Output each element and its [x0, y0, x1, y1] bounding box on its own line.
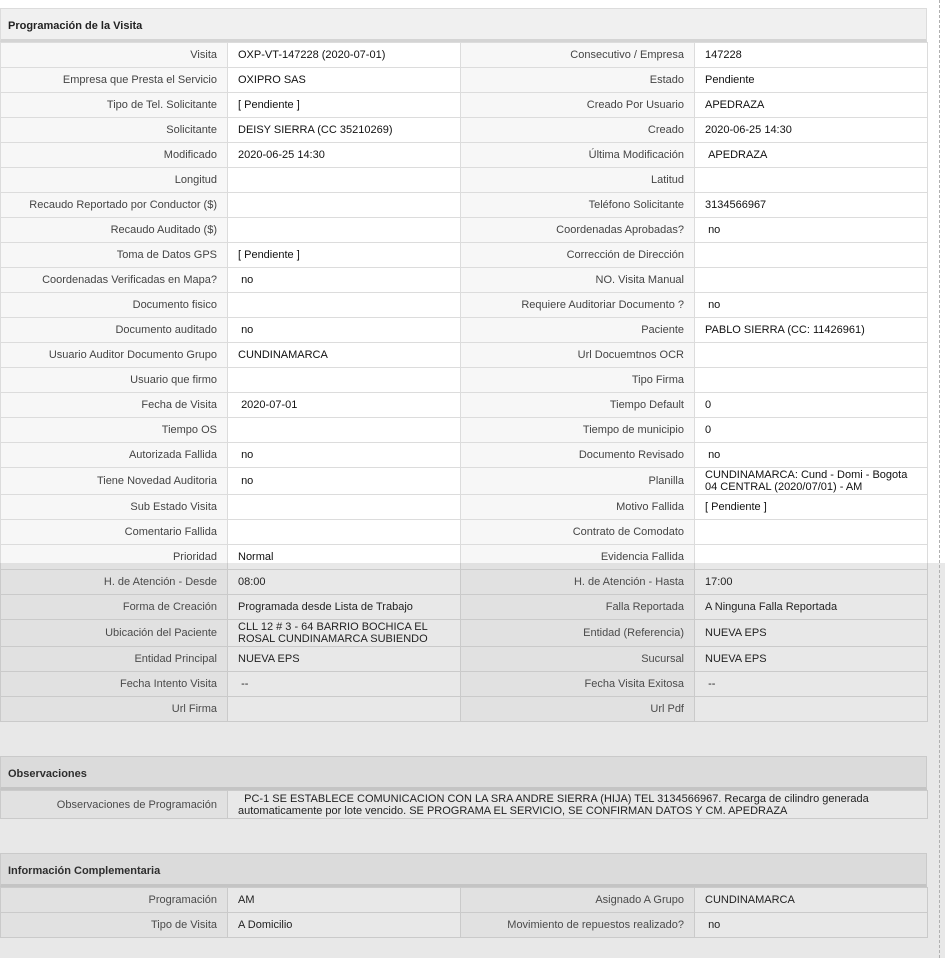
field-value — [695, 268, 928, 293]
field-label: Empresa que Presta el Servicio — [1, 68, 228, 93]
field-value — [695, 368, 928, 393]
field-label: Url Firma — [1, 697, 228, 722]
table-row — [1, 672, 928, 697]
field-label: Latitud — [461, 168, 695, 193]
field-value: 2020-06-25 14:30 — [228, 143, 461, 168]
field-value: CUNDINAMARCA: Cund - Domi - Bogota 04 CENTRAL (2020/07/01) - AM — [695, 468, 928, 495]
field-value: APEDRAZA — [695, 93, 928, 118]
field-value — [695, 168, 928, 193]
field-value: -- — [228, 672, 461, 697]
field-value: 2020-06-25 14:30 — [695, 118, 928, 143]
field-label: Coordenadas Verificadas en Mapa? — [1, 268, 228, 293]
field-value: Programada desde Lista de Trabajo — [228, 595, 461, 620]
field-label: Creado — [461, 118, 695, 143]
field-value: 0 — [695, 393, 928, 418]
field-label: Url Pdf — [461, 697, 695, 722]
field-value — [228, 520, 461, 545]
field-value — [228, 193, 461, 218]
field-label: Tipo Firma — [461, 368, 695, 393]
observaciones-value: PC-1 SE ESTABLECE COMUNICACION CON LA SRA ANDRE SIERRA (HIJA) TEL 3134566967. Recarga de cilindro generada automaticamente por lote vencido. SE PROGRAMA EL SERVICIO, SE CONFIRMAN DATOS Y CM. APEDRAZA — [228, 791, 928, 819]
field-label: Modificado — [1, 143, 228, 168]
field-value: CUNDINAMARCA — [695, 888, 928, 913]
table-row — [1, 243, 928, 268]
table-row — [1, 418, 928, 443]
programacion-table — [0, 42, 928, 722]
field-value: 2020-07-01 — [228, 393, 461, 418]
field-label: Tiempo de municipio — [461, 418, 695, 443]
observaciones-table — [0, 790, 928, 819]
field-label: Fecha de Visita — [1, 393, 228, 418]
field-value: 3134566967 — [695, 193, 928, 218]
field-value: AM — [228, 888, 461, 913]
field-value: 147228 — [695, 43, 928, 68]
field-label: Documento Revisado — [461, 443, 695, 468]
observaciones-section-header: Observaciones — [0, 756, 927, 790]
field-label: Comentario Fallida — [1, 520, 228, 545]
field-value: [ Pendiente ] — [228, 243, 461, 268]
table-row — [1, 495, 928, 520]
field-value — [695, 343, 928, 368]
field-value: no — [695, 218, 928, 243]
field-label: Recaudo Reportado por Conductor ($) — [1, 193, 228, 218]
field-value: NUEVA EPS — [695, 647, 928, 672]
field-label: Coordenadas Aprobadas? — [461, 218, 695, 243]
field-label: Tiempo OS — [1, 418, 228, 443]
field-label: Tiene Novedad Auditoria — [1, 468, 228, 495]
table-row — [1, 318, 928, 343]
field-label: Forma de Creación — [1, 595, 228, 620]
field-label: Creado Por Usuario — [461, 93, 695, 118]
field-label: Autorizada Fallida — [1, 443, 228, 468]
field-label: Recaudo Auditado ($) — [1, 218, 228, 243]
field-value: CLL 12 # 3 - 64 BARRIO BOCHICA EL ROSAL CUNDINAMARCA SUBIENDO — [228, 620, 461, 647]
table-row — [1, 118, 928, 143]
dashed-divider — [939, 0, 940, 958]
field-value: Normal — [228, 545, 461, 570]
field-value — [695, 697, 928, 722]
field-label: Tiempo Default — [461, 393, 695, 418]
field-value: no — [695, 913, 928, 938]
field-value — [228, 368, 461, 393]
field-label: Teléfono Solicitante — [461, 193, 695, 218]
field-value — [228, 218, 461, 243]
field-label: Última Modificación — [461, 143, 695, 168]
field-label: Tipo de Visita — [1, 913, 228, 938]
field-value: 17:00 — [695, 570, 928, 595]
field-value — [695, 545, 928, 570]
field-label: Toma de Datos GPS — [1, 243, 228, 268]
field-value: 0 — [695, 418, 928, 443]
field-label: Movimiento de repuestos realizado? — [461, 913, 695, 938]
field-value: CUNDINAMARCA — [228, 343, 461, 368]
field-label: Asignado A Grupo — [461, 888, 695, 913]
field-label: Corrección de Dirección — [461, 243, 695, 268]
field-label: Falla Reportada — [461, 595, 695, 620]
table-row — [1, 343, 928, 368]
table-row — [1, 697, 928, 722]
table-row — [1, 570, 928, 595]
table-row — [1, 393, 928, 418]
table-row — [1, 168, 928, 193]
field-value — [228, 293, 461, 318]
field-label: Solicitante — [1, 118, 228, 143]
field-value: APEDRAZA — [695, 143, 928, 168]
table-row — [1, 93, 928, 118]
table-row — [1, 520, 928, 545]
field-value — [228, 418, 461, 443]
field-label: Contrato de Comodato — [461, 520, 695, 545]
field-label: Entidad (Referencia) — [461, 620, 695, 647]
field-label: Longitud — [1, 168, 228, 193]
complementaria-section-header: Información Complementaria — [0, 853, 927, 887]
programacion-section-header: Programación de la Visita — [0, 8, 927, 42]
field-label: Evidencia Fallida — [461, 545, 695, 570]
complementaria-table — [0, 887, 928, 938]
field-value — [228, 495, 461, 520]
table-row — [1, 268, 928, 293]
field-label: Programación — [1, 888, 228, 913]
field-label: Requiere Auditoriar Documento ? — [461, 293, 695, 318]
field-label: Estado — [461, 68, 695, 93]
field-label: Motivo Fallida — [461, 495, 695, 520]
field-label: NO. Visita Manual — [461, 268, 695, 293]
field-label: Prioridad — [1, 545, 228, 570]
field-value: [ Pendiente ] — [695, 495, 928, 520]
field-value: 08:00 — [228, 570, 461, 595]
field-value: OXP-VT-147228 (2020-07-01) — [228, 43, 461, 68]
table-row — [1, 68, 928, 93]
field-value — [228, 697, 461, 722]
field-label: Usuario Auditor Documento Grupo — [1, 343, 228, 368]
field-value: no — [228, 443, 461, 468]
field-value: OXIPRO SAS — [228, 68, 461, 93]
table-row — [1, 595, 928, 620]
field-label: H. de Atención - Hasta — [461, 570, 695, 595]
field-label: Url Docuemtnos OCR — [461, 343, 695, 368]
field-value: no — [695, 443, 928, 468]
field-value: A Domicilio — [228, 913, 461, 938]
table-row — [1, 468, 928, 495]
table-row — [1, 368, 928, 393]
field-label: Usuario que firmo — [1, 368, 228, 393]
table-row — [1, 43, 928, 68]
table-row — [1, 647, 928, 672]
table-row — [1, 888, 928, 913]
field-label: Documento fisico — [1, 293, 228, 318]
table-row — [1, 143, 928, 168]
table-row — [1, 193, 928, 218]
field-label: Ubicación del Paciente — [1, 620, 228, 647]
field-label: Visita — [1, 43, 228, 68]
field-value: Pendiente — [695, 68, 928, 93]
field-value: DEISY SIERRA (CC 35210269) — [228, 118, 461, 143]
field-label: Consecutivo / Empresa — [461, 43, 695, 68]
field-label: Sucursal — [461, 647, 695, 672]
field-value: no — [228, 268, 461, 293]
table-row — [1, 218, 928, 243]
field-value: no — [695, 293, 928, 318]
field-label: Paciente — [461, 318, 695, 343]
field-label: Documento auditado — [1, 318, 228, 343]
field-label: Fecha Visita Exitosa — [461, 672, 695, 697]
table-row — [1, 620, 928, 647]
field-value: no — [228, 318, 461, 343]
field-label: Sub Estado Visita — [1, 495, 228, 520]
field-value — [695, 243, 928, 268]
table-row — [1, 293, 928, 318]
field-value: NUEVA EPS — [695, 620, 928, 647]
field-value: no — [228, 468, 461, 495]
field-value: NUEVA EPS — [228, 647, 461, 672]
field-value: A Ninguna Falla Reportada — [695, 595, 928, 620]
field-label: H. de Atención - Desde — [1, 570, 228, 595]
table-row — [1, 545, 928, 570]
field-label: Entidad Principal — [1, 647, 228, 672]
field-value — [695, 520, 928, 545]
field-value: -- — [695, 672, 928, 697]
field-label: Observaciones de Programación — [1, 791, 228, 819]
field-value: [ Pendiente ] — [228, 93, 461, 118]
field-label: Fecha Intento Visita — [1, 672, 228, 697]
field-value: PABLO SIERRA (CC: 11426961) — [695, 318, 928, 343]
table-row — [1, 913, 928, 938]
field-label: Planilla — [461, 468, 695, 495]
table-row — [1, 443, 928, 468]
table-row — [1, 791, 928, 819]
field-label: Tipo de Tel. Solicitante — [1, 93, 228, 118]
field-value — [228, 168, 461, 193]
